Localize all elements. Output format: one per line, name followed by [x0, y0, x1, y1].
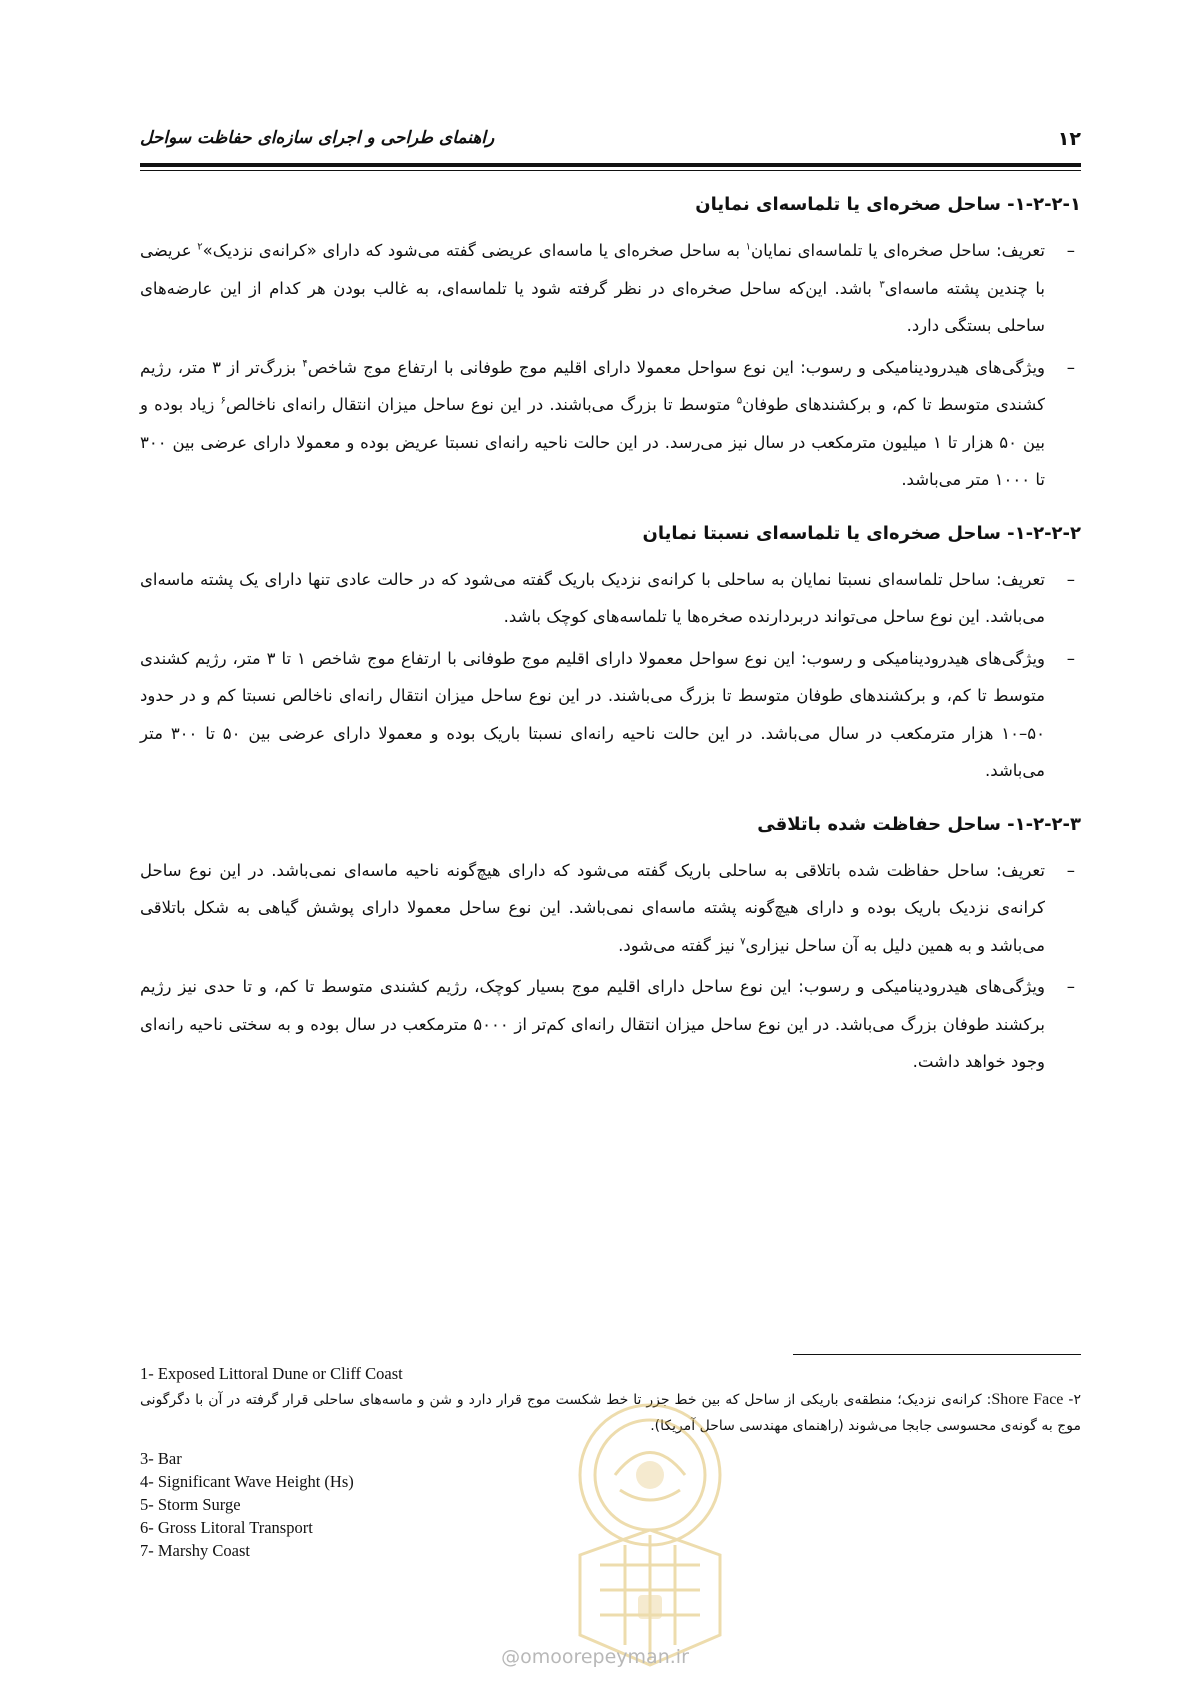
footnote-ref[interactable]: ۲ [197, 241, 203, 253]
footnote-ref[interactable]: ۶ [220, 395, 226, 407]
footnote-ref[interactable]: ۱ [745, 241, 752, 253]
section-heading: ۱-۲-۲-۳- ساحل حفاظت شده باتلاقی [757, 813, 1081, 835]
dash-bullet: – [1066, 648, 1075, 668]
footnote-1: 1- Exposed Littoral Dune or Cliff Coast [140, 1364, 403, 1383]
footnote-5: 5- Storm Surge [140, 1495, 241, 1514]
list-item [140, 561, 1081, 636]
dash-bullet: – [1066, 357, 1075, 377]
page-number: ۱۲ [1057, 128, 1081, 150]
footnote-2-number: ۲- [1068, 1392, 1081, 1408]
item-text: تعریف: ساحل تلماسه‌ای نسبتا نمایان به ساحلی با کرانه‌ی نزدیک باریک گفته می‌شود که در حالت عادی تنها دارای یک پشته ماسه‌ای می‌باشد. این نوع ساحل می‌تواند دربردارنده صخره‌ها یا تلماسه‌های کوچک باشد. [140, 569, 1045, 626]
item-text: ویژگی‌های هیدرودینامیکی و رسوب: این نوع سواحل معمولا دارای اقلیم موج طوفانی با ارتفاع موج شاخص ۱ تا ۳ متر، رژیم کشندی متوسط تا کم، و برکشندهای طوفان متوسط تا بزرگ می‌باشند. در این نوع ساحل میزان انتقال رانه‌ای ناخالص نسبتا کم و در حدود ۵۰–۱۰ هزار مترمکعب در سال می‌باشد. در این حالت ناحیه رانه‌ای نسبتا باریک بوده و معمولا دارای عرضی بین ۵۰ تا ۳۰۰ متر می‌باشد. [140, 648, 1046, 780]
watermark-seal-icon [540, 1380, 760, 1680]
item-text: عریضی با چندین پشته ماسه‌ای [140, 241, 1045, 298]
item-text: نیز گفته می‌شود. [618, 935, 741, 955]
item-text: متوسط تا بزرگ می‌باشند. در این نوع ساحل میزان انتقال رانه‌ای ناخالص [225, 395, 737, 414]
dash-bullet: – [1066, 860, 1075, 880]
running-header [140, 126, 1081, 154]
footnote-3: 3- Bar [140, 1449, 182, 1468]
dash-bullet: – [1066, 241, 1075, 260]
item-text: تعریف: ساحل حفاظت شده باتلاقی به ساحلی باریک گفته می‌شود که دارای هیچ‌گونه ناحیه ماسه‌ای نمی‌باشد. در این نوع ساحل کرانه‌ی نزدیک باریک بوده و دارای هیچ‌گونه پشته ماسه‌ای نمی‌باشد. این نوع ساحل معمولا دارای پوشش گیاهی به شکل باتلاقی می‌باشد و به همین دلیل به آن ساحل نیزاری [140, 860, 1045, 955]
section-heading: ۱-۲-۲-۱- ساحل صخره‌ای یا تلماسه‌ای نمایان [695, 194, 1081, 215]
footnote-4: 4- Significant Wave Height (Hs) [140, 1472, 354, 1491]
footnote-6: 6- Gross Litoral Transport [140, 1518, 313, 1537]
footnote-7: 7- Marshy Coast [140, 1541, 250, 1560]
section-heading: ۱-۲-۲-۲- ساحل صخره‌ای یا تلماسه‌ای نسبتا نمایان [642, 522, 1081, 544]
item-text: باشد. این‌که ساحل صخره‌ای در نظر گرفته شود یا تلماسه‌ای، به غالب بودن هر کدام از این عارضه‌های ساحلی بستگی دارد. [140, 278, 1045, 335]
footnote-separator [793, 1354, 1081, 1355]
dash-bullet: – [1066, 977, 1075, 996]
header-rule-thick [140, 163, 1081, 167]
footnote-2-text: : کرانه‌ی نزدیک؛ منطقه‌ی باریکی از ساحل که بین خط جزر تا خط شکست موج قرار دارد و شن و ماسه‌های ساحلی قرار گرفته در آن با دگرگونی موج به گونه‌ی محسوسی جابجا می‌شوند (راهنمای مهندسی ساحل آمریکا). [140, 1392, 1081, 1434]
bullet-list [140, 232, 1081, 499]
dash-bullet: – [1066, 569, 1075, 589]
footnote-ref[interactable]: ۵ [736, 395, 743, 407]
running-title: راهنمای طراحی و اجرای سازه‌ای حفاظت سواحل [140, 128, 495, 148]
footnote-ref[interactable]: ۴ [302, 358, 308, 369]
item-text: ویژگی‌های هیدرودینامیکی و رسوب: این نوع سواحل معمولا دارای اقلیم موج طوفانی با ارتفاع موج شاخص [307, 357, 1046, 377]
watermark-url: @omoorepeyman.ir [501, 1646, 689, 1668]
list-item [140, 349, 1081, 499]
bullet-list [140, 561, 1081, 790]
item-text: زیاد بوده و بین ۵۰ هزار تا ۱ میلیون مترمکعب در سال نیز می‌رسد. در این حالت ناحیه رانه‌ای نسبتا عریض بوده و معمولا دارای عرضی بین ۳۰۰ تا ۱۰۰۰ متر می‌باشد. [140, 395, 1045, 489]
list-item [140, 968, 1081, 1081]
bullet-list [140, 852, 1081, 1081]
item-text: ویژگی‌های هیدرودینامیکی و رسوب: این نوع ساحل دارای اقلیم موج بسیار کوچک، رژیم کشندی متوسط تا کم، و تا حدی نیز رژیم برکشند طوفان بزرگ می‌باشد. در این نوع ساحل میزان انتقال رانه‌ای کم‌تر از ۵۰۰۰ مترمکعب در سال بوده و به سختی ناحیه رانه‌ای وجود خواهد داشت. [140, 977, 1045, 1071]
item-text: تعریف: ساحل صخره‌ای یا تلماسه‌ای نمایان [751, 241, 1045, 260]
list-item [140, 232, 1081, 345]
footnote-ref[interactable]: ۳ [879, 279, 885, 290]
header-rule-thin [140, 170, 1081, 171]
main-content [140, 188, 1081, 1099]
list-item [140, 852, 1081, 965]
footnote-2-term: Shore Face [991, 1391, 1064, 1408]
list-item [140, 640, 1081, 790]
footnote-ref[interactable]: ۷ [740, 936, 746, 947]
item-text: به ساحل صخره‌ای یا ماسه‌ای عریضی گفته می‌شود که دارای «کرانه‌ی نزدیک» [202, 241, 746, 260]
item-text: بزرگ‌تر از ۳ متر، رژیم کشندی متوسط تا کم، و برکشندهای طوفان [140, 357, 1045, 414]
